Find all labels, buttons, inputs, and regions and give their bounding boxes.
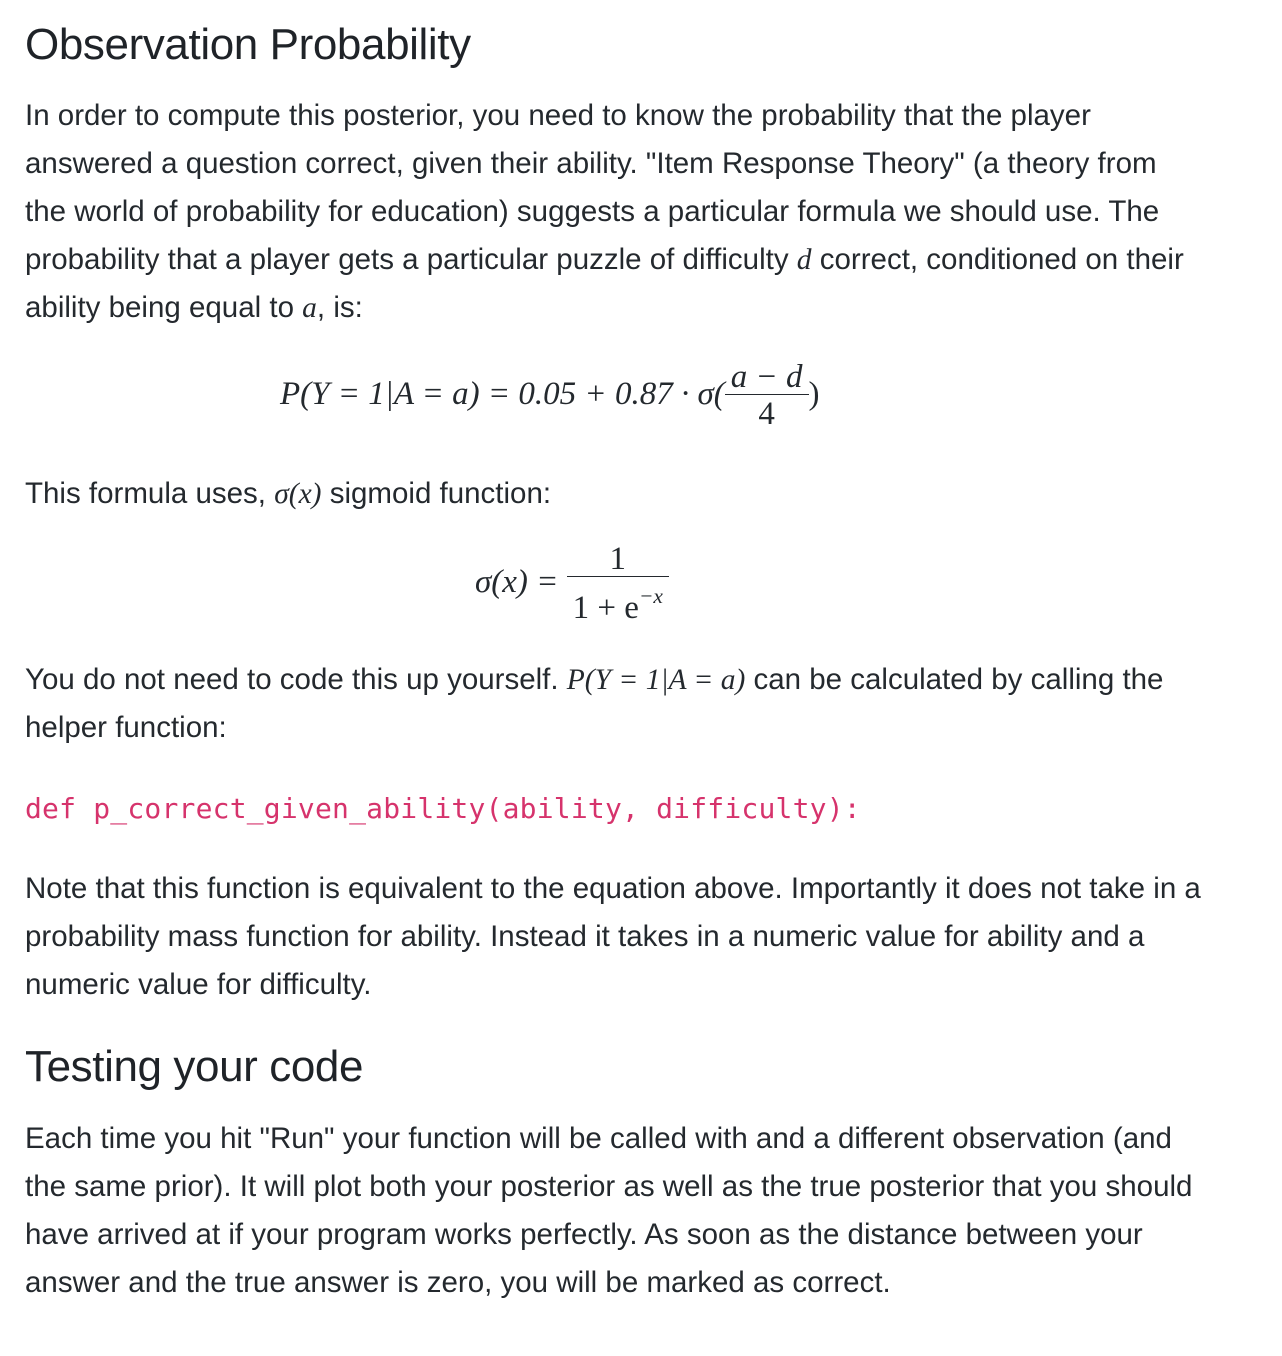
testing-paragraph: Each time you hit "Run" your function will be called with and a different observation (and the same prior). It will plot both your posterior as well as the true posterior that you should have arrived at if your program works perfectly. As soon as the distance between your answer and the true answer is zero, you will be marked as correct.	[25, 1122, 1193, 1299]
formula-numerator: a − d	[730, 359, 803, 395]
sigmoid-numerator: 1	[609, 541, 627, 577]
intro-paragraph	[25, 92, 1205, 332]
intro-end: , is:	[316, 291, 363, 324]
formula-fraction	[725, 360, 809, 433]
sigmoid-denominator	[567, 576, 669, 627]
helper-code-line: def p_correct_given_ability(ability, difficulty):	[25, 792, 861, 825]
sigmoid-formula	[475, 542, 669, 627]
formula-close: )	[808, 376, 820, 413]
note-paragraph: Note that this function is equivalent to the equation above. Importantly it does not take in a probability mass function for ability. Instead it takes in a numeric value for ability and a numeric value for difficulty.	[25, 872, 1201, 1001]
formula-lhs: P(Y = 1|A = a) = 0.05 + 0.87 · σ(	[280, 376, 725, 413]
helper-text-pre: You do not need to code this up yourself.	[25, 663, 567, 696]
formula-denominator: 4	[725, 394, 809, 433]
sigmoid-fraction	[567, 542, 669, 627]
sigmoid-text-post: sigmoid function:	[321, 477, 552, 510]
testing-heading: Testing your code	[25, 1042, 364, 1091]
helper-inline-math: P(Y = 1|A = a)	[566, 664, 746, 696]
sigmoid-den-base: 1 + e	[572, 590, 639, 626]
sigmoid-intro	[25, 470, 1205, 518]
probability-formula	[280, 360, 820, 433]
helper-paragraph	[25, 656, 1205, 752]
sigmoid-den-exp: −x	[638, 584, 663, 608]
var-a: a	[302, 292, 317, 324]
observation-probability-heading: Observation Probability	[25, 20, 471, 69]
var-d: d	[796, 244, 812, 276]
sigmoid-lhs: σ(x) =	[475, 564, 559, 601]
intro-mid: correct, conditioned on their ability being equal to	[25, 243, 1184, 324]
sigmoid-inline-math: σ(x)	[274, 478, 322, 510]
helper-text-post: can be calculated by calling the helper function:	[25, 663, 1164, 744]
intro-text: In order to compute this posterior, you need to know the probability that the player answered a question correct, given their ability. "Item Response Theory" (a theory from the world of probability for education) suggests a particular formula we should use. The probability that a player gets a particular puzzle of difficulty	[25, 99, 1160, 276]
sigmoid-text-pre: This formula uses,	[25, 477, 275, 510]
